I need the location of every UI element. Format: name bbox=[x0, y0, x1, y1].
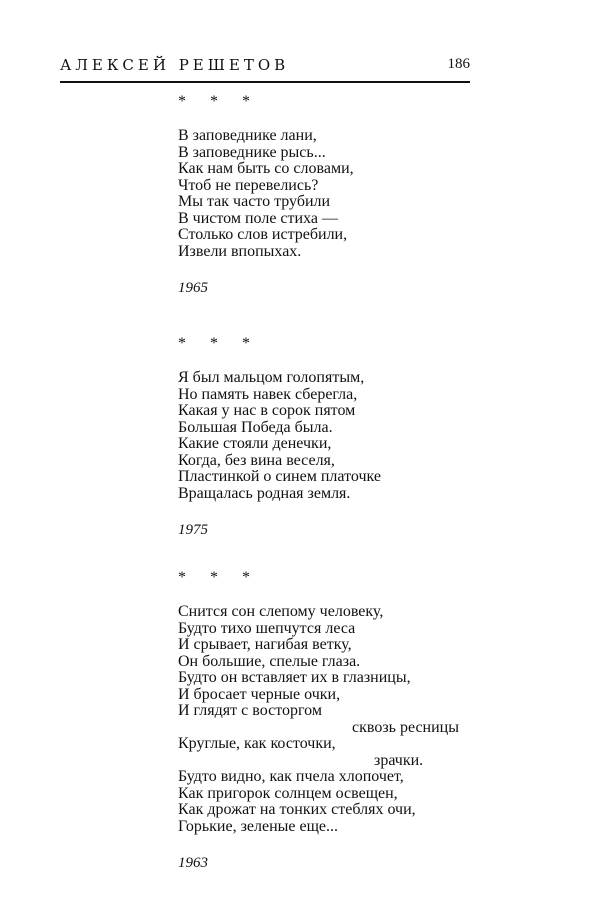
poem-line: Большая Победа была. bbox=[178, 418, 333, 436]
poem-line: Как нам быть со словами, bbox=[178, 160, 354, 177]
poem-3 bbox=[178, 570, 459, 872]
poem-line: И глядят с восторгом bbox=[178, 702, 322, 719]
poem-line: Будто он вставляет их в глазницы, bbox=[178, 669, 411, 686]
poem-2 bbox=[178, 336, 381, 539]
poem-line: Какие стояли денечки, bbox=[178, 435, 332, 452]
poem-line: Горькие, зеленые еще... bbox=[178, 817, 339, 835]
stanza-separator: * * * bbox=[178, 93, 260, 110]
poem-line: Как пригорок солнцем освещен, bbox=[178, 784, 398, 802]
poem-year: 1965 bbox=[178, 280, 208, 296]
poem-line: Будто тихо шепчутся леса bbox=[178, 619, 356, 637]
poem-line: Как дрожат на тонких стеблях очи, bbox=[178, 801, 416, 818]
page-number: 186 bbox=[447, 56, 470, 72]
poem-line: В заповеднике лани, bbox=[178, 127, 317, 144]
poem-line: Он большие, спелые глаза. bbox=[178, 652, 361, 670]
poem-line: И срывает, нагибая ветку, bbox=[178, 636, 352, 653]
stanza-separator: * * * bbox=[178, 569, 260, 586]
poem-line: В заповеднике рысь... bbox=[178, 143, 326, 161]
poem-line: Вращалась родная земля. bbox=[178, 484, 351, 502]
header-rule bbox=[60, 81, 470, 83]
poem-line: Когда, без вина веселя, bbox=[178, 451, 335, 469]
author-name: АЛЕКСЕЙ РЕШЕТОВ bbox=[60, 56, 290, 74]
poem-line: В чистом поле стиха — bbox=[178, 209, 338, 227]
poem-year: 1963 bbox=[178, 855, 208, 871]
poem-line: Столько слов истребили, bbox=[178, 226, 348, 243]
poem-line: Будто видно, как пчела хлопочет, bbox=[178, 768, 404, 785]
poem-line: сквозь ресницы bbox=[352, 718, 459, 736]
poem-line: Пластинкой о синем платочке bbox=[178, 468, 381, 485]
poem-line: Круглые, как косточки, bbox=[178, 735, 336, 752]
poem-year: 1975 bbox=[178, 522, 208, 538]
poem-line: Снится сон слепому человеку, bbox=[178, 603, 384, 620]
poem-line: Извели впопыхах. bbox=[178, 242, 302, 260]
poem-line: И бросает черные очки, bbox=[178, 685, 341, 703]
poem-line: Какая у нас в сорок пятом bbox=[178, 402, 356, 419]
poem-line: Я был мальцом голопятым, bbox=[178, 369, 365, 386]
poem-line: Но память навек сберегла, bbox=[178, 385, 358, 403]
poem-line: Чтоб не перевелись? bbox=[178, 176, 319, 194]
poem-1 bbox=[178, 94, 354, 297]
page-header bbox=[60, 56, 470, 80]
poem-line: зрачки. bbox=[374, 751, 424, 769]
stanza-separator: * * * bbox=[178, 335, 260, 352]
poem-line: Мы так часто трубили bbox=[178, 193, 331, 210]
